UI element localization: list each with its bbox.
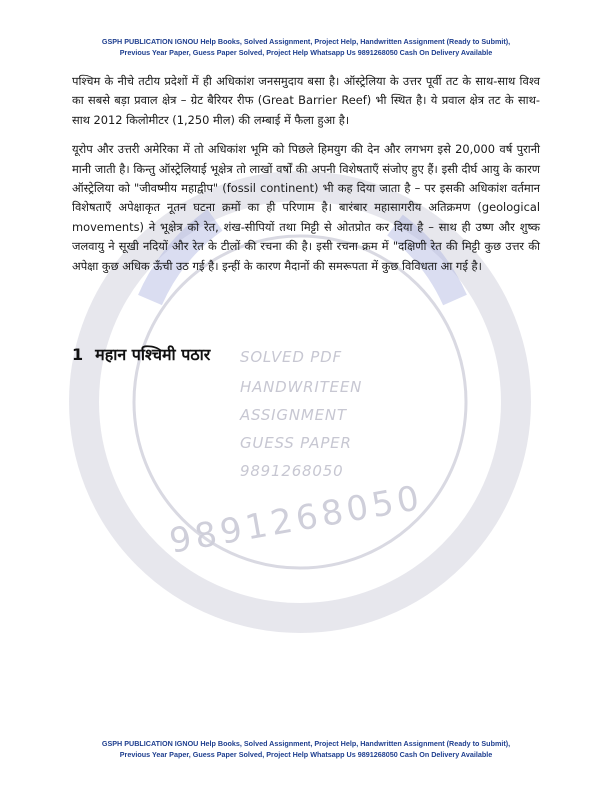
watermark-line: SOLVED PDF (240, 348, 342, 366)
watermark-phone: 9891268050 (166, 477, 426, 562)
document-body (72, 72, 540, 276)
section-number: 1 (72, 345, 84, 364)
watermark-line: GUESS PAPER (240, 434, 352, 452)
header-line: Previous Year Paper, Guess Paper Solved, Project Help Whatsapp Us 9891268050 Cash On Delivery Available (119, 48, 493, 57)
watermark-line: 9891268050 (240, 462, 344, 480)
footer-line: GSPH PUBLICATION IGNOU Help Books, Solved Assignment, Project Help, Handwritten Assignment (Ready to Submit), (101, 739, 511, 748)
footer-line: Previous Year Paper, Guess Paper Solved, Project Help Whatsapp Us 9891268050 Cash On Delivery Available (119, 750, 493, 759)
watermark-line: ASSIGNMENT (240, 406, 347, 424)
section-heading (72, 344, 210, 366)
paragraph: यूरोप और उत्तरी अमेरिका में तो अधिकांश भूमि को पिछले हिमयुग की देन और लगभग इसे 20,000 वर्ष पुरानी मानी जाती है। किन्तु ऑस्ट्रेलियाई भूक्षेत्र तो लाखों वर्षों की अपनी विशेषताएँ संजोए हुए हैं। इसी दीर्घ आयु के कारण ऑस्ट्रेलिया को "जीवष्मीय महाद्वीप" (fossil continent) भी कह दिया जाता है – पर इसकी अधिकांश वर्तमान विशेषताएँ अपेक्षाकृत नूतन घटना क्रमों का ही परिणाम है। बारंबार महासागरीय अतिक्रमण (geological movements) ने भूक्षेत्र को रेत, शंख-सीपियों तथा मिट्टी से ओतप्रोत कर दिया है – साथ ही उष्ण और शुष्क जलवायु ने सूखी नदियों और रेत के टीलों की रचना की है। इसी रचना क्रम में "दक्षिणी रेत की मिट्टी कुछ उत्तर की अपेक्षा कुछ अधिक ऊँची उठ गई है। इन्हीं के कारण मैदानों की समरूपता में कुछ विविधता आ गई है। (72, 142, 540, 273)
section-title: महान पश्चिमी पठार (95, 345, 211, 364)
watermark-line: HANDWRITEEN (240, 378, 363, 396)
paragraph: पश्चिम के नीचे तटीय प्रदेशों में ही अधिकांश जनसमुदाय बसा है। ऑस्ट्रेलिया के उत्तर पूर्वी तट के साथ-साथ विश्व का सबसे बड़ा प्रवाल क्षेत्र – ग्रेट बैरियर रीफ (Great Barrier Reef) भी स्थित है। ये प्रवाल क्षेत्र तट के साथ-साथ 2012 किलोमीटर (1,250 मील) की लम्बाई में फैला हुआ है। (72, 74, 540, 127)
page-header (60, 36, 552, 58)
page-footer (60, 738, 552, 760)
header-line: GSPH PUBLICATION IGNOU Help Books, Solved Assignment, Project Help, Handwritten Assignment (Ready to Submit), (101, 37, 511, 46)
